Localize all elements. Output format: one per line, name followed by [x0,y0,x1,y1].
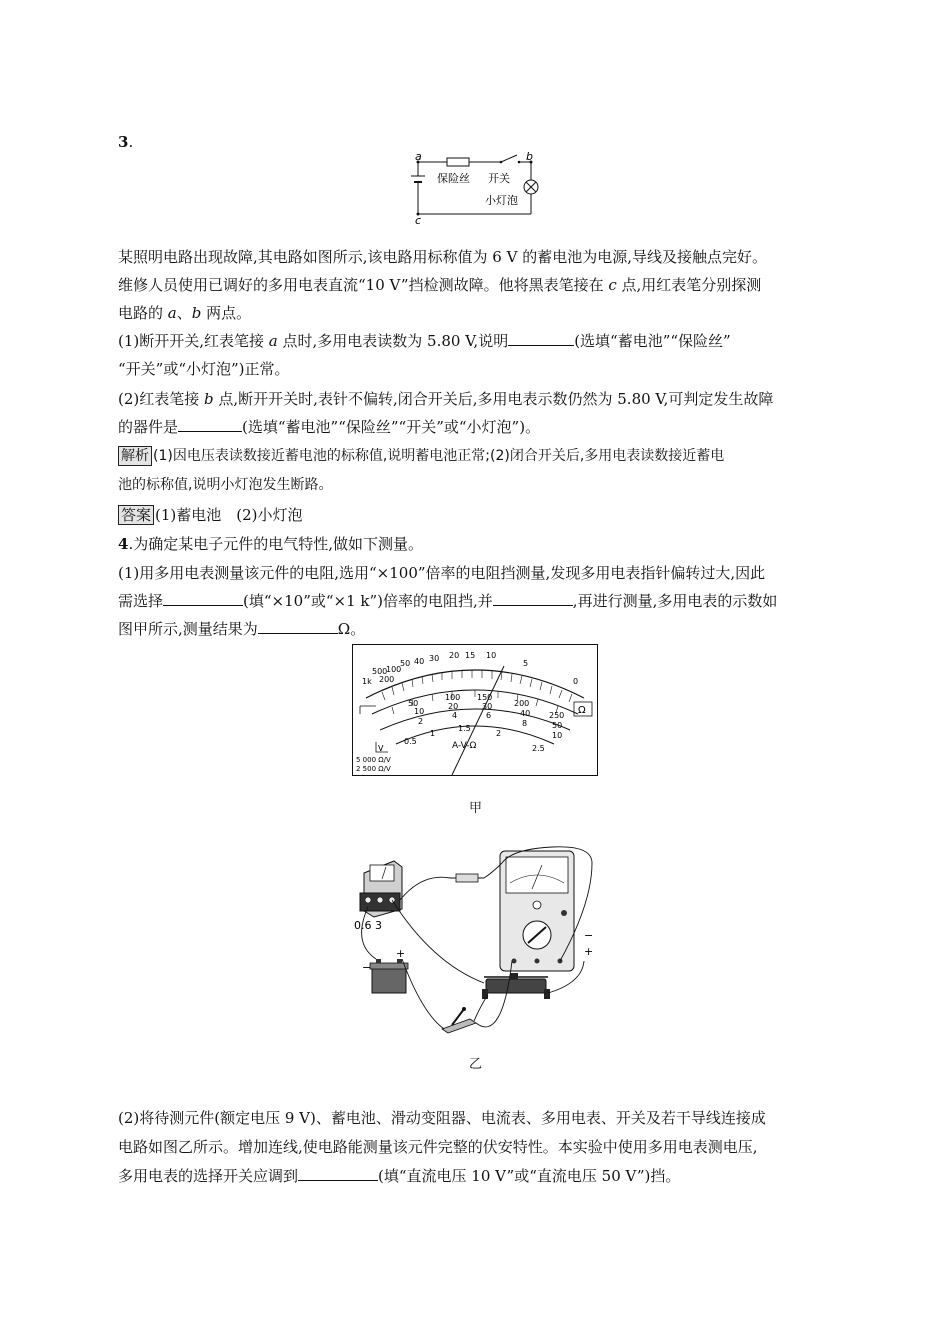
ohm-tick-1k: 1k [362,677,372,686]
battery-plus: + [396,947,406,960]
dc50-tick-30: 30 [482,702,493,711]
dc250-tick-100: 100 [445,693,461,702]
ac-tick-1-5: 1.5 [458,724,471,733]
circuit-photo-figure [352,843,604,1043]
q3-part2: (2)红表笔接 b 点,断开开关时,表针不偏转,闭合开关后,多用电表示数仍然为 5.80 V,可判定发生故障 [118,390,774,408]
figure-caption-jia: 甲 [469,801,483,816]
q3-stem-line2: 维修人员使用已调好的多用电表直流“10 V”挡检测故障。他将黑表笔接在 c 点,用红表笔分别探测 [118,276,762,294]
dc10-tick-6: 6 [486,711,492,720]
bulb-symbol [524,180,538,194]
dc10-tick-4: 4 [452,711,458,720]
dc50-tick-40: 40 [520,709,531,718]
q3-part2-line2: 的器件是 (选填“蓄电池”“保险丝”“开关”或“小灯泡”)。 [118,418,541,436]
q4-part2-line3: 多用电表的选择开关应调到 (填“直流电压 10 V”或“直流电压 50 V”)挡。 [118,1167,681,1185]
fuse-symbol [447,158,469,166]
ohm-symbol: Ω [578,705,586,716]
q3-analysis: 解析 (1)因电压表读数接近蓄电池的标称值,说明蓄电池正常;(2)闭合开关后,多用电表读数接近蓄电 [118,446,724,466]
q4-part1-line1: (1)用多用电表测量该元件的电阻,选用“×100”倍率的电阻挡测量,发现多用电表指针偏转过大,因此 [118,564,766,582]
answer-tag: 答案 [118,505,154,525]
ohm-tick-500: 500 [372,667,388,676]
answer-blank[interactable] [178,417,242,432]
q3-number: 3. [118,133,134,151]
label-b: b [526,152,533,163]
dc250-tick-50: 50 [408,699,419,708]
q4-part2-line1: (2)将待测元件(额定电压 9 V)、蓄电池、滑动变阻器、电流表、多用电表、开关及若干导线连接成 [118,1109,766,1127]
label-c: c [415,214,422,224]
ohm-tick-0: 0 [573,677,579,686]
ohm-tick-10: 10 [486,651,497,660]
analysis-tag: 解析 [118,446,152,466]
ohm-tick-40: 40 [414,657,425,666]
dc250-tick-150: 150 [477,693,493,702]
q3-circuit-diagram [405,152,555,224]
ammeter [360,861,402,917]
label-a: a [415,152,422,163]
meter-center-label: A-V-Ω [452,741,477,751]
ohm-tick-200: 200 [379,675,395,684]
q3-part1-line2: “开关”或“小灯泡”)正常。 [118,360,290,378]
meter-spec-2500: 2 500 Ω/V [356,765,391,773]
dc250-tick-250: 250 [549,711,565,720]
answer-blank[interactable] [258,619,338,634]
dc50-tick-50: 50 [552,721,563,730]
meter-scale-figure [352,644,598,776]
q4-part1-line3: 图甲所示,测量结果为 Ω。 [118,620,366,638]
ohm-tick-5: 5 [523,659,529,668]
battery-symbol [411,176,425,182]
ohm-tick-15: 15 [465,651,476,660]
ohm-tick-50: 50 [400,659,411,668]
ac-tick-2: 2 [496,729,502,738]
multimeter [500,851,574,971]
meter-minus: − [584,929,594,942]
meter-spec-5000: 5 000 Ω/V [356,756,391,764]
dc50-tick-20: 20 [448,702,459,711]
bulb-label: 小灯泡 [485,194,518,207]
meter-plus: + [584,945,594,958]
q3-part1: (1)断开开关,红表笔接 a 点时,多用电表读数为 5.80 V,说明 (选填“蓄电池”“保险丝” [118,332,731,350]
fuse-label: 保险丝 [437,172,470,185]
knife-switch [442,1007,476,1033]
figure-caption-yi: 乙 [469,1057,483,1072]
answer-blank[interactable] [493,591,573,606]
ohm-tick-100: 100 [386,665,402,674]
switch-label: 开关 [488,172,510,185]
rheostat [482,973,550,999]
battery-minus: − [362,961,372,974]
q3-answer: 答案 (1)蓄电池 (2)小灯泡 [118,505,303,525]
q3-analysis-line2: 池的标称值,说明小灯泡发生断路。 [118,477,333,493]
answer-blank[interactable] [508,331,574,346]
ac-tick-1: 1 [430,729,436,738]
q4-stem: 4.为确定某电子元件的电气特性,做如下测量。 [118,535,423,553]
dc250-tick-200: 200 [514,699,530,708]
ac-tick-0-5: 0.5 [404,737,417,746]
dc50-tick-10: 10 [414,707,425,716]
dc10-tick-10: 10 [552,731,563,740]
switch-symbol [501,155,517,162]
test-element [450,874,484,882]
q4-part1-line2: 需选择 (填“×10”或“×1 k”)倍率的电阻挡,并 ,再进行测量,多用电表的示数如 [118,592,778,610]
answer-blank[interactable] [163,591,243,606]
ohm-tick-20: 20 [449,651,460,660]
dc10-tick-2: 2 [418,717,424,726]
battery [370,959,408,993]
ac-tick-2-5: 2.5 [532,744,545,753]
answer-blank[interactable] [298,1166,378,1181]
q3-stem-line3: 电路的 a、b 两点。 [118,304,252,322]
q3-stem-line1: 某照明电路出现故障,其电路如图所示,该电路用标称值为 6 V 的蓄电池为电源,导线及接触点完好。 [118,248,767,266]
ohm-tick-30: 30 [429,654,440,663]
dc10-tick-8: 8 [522,719,528,728]
q4-part2-line2: 电路如图乙所示。增加连线,使电路能测量该元件完整的伏安特性。本实验中使用多用电表测电压, [118,1138,758,1156]
v-mark: V [378,744,384,753]
ammeter-terminals: 0.6 3 [354,919,382,932]
